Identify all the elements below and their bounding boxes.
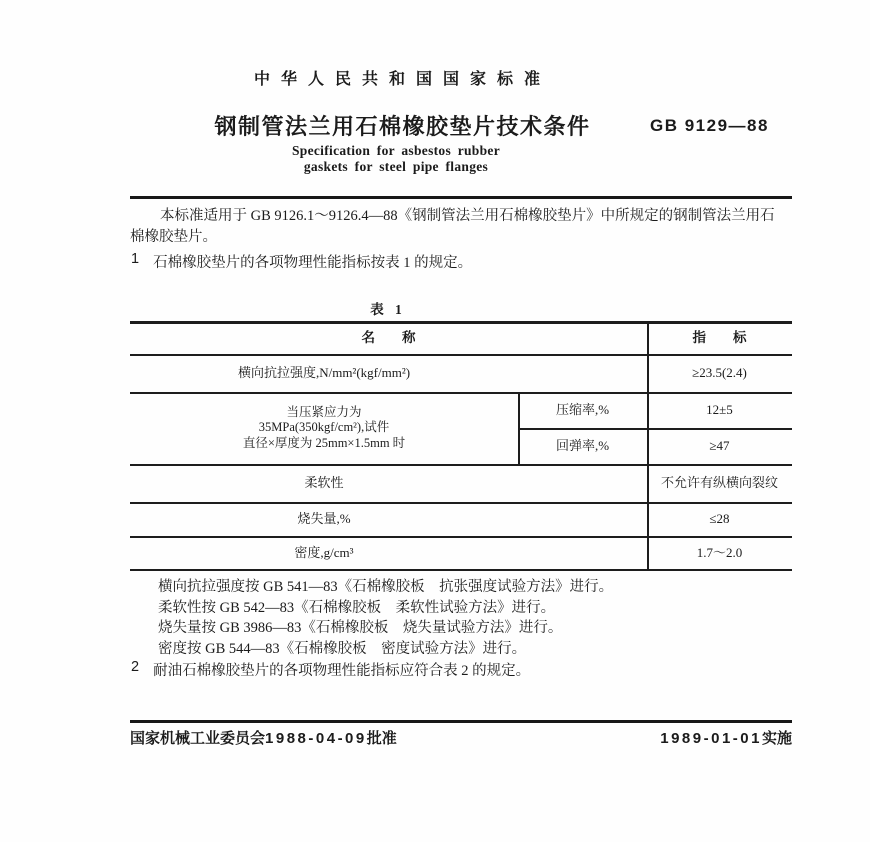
english-title-line-1: Specification for asbestos rubber (291, 143, 501, 158)
clause-2-number: 2 (131, 659, 140, 675)
table-cell-density-value: 1.7～2.0 (696, 544, 743, 560)
table-1-caption: 表 1 (370, 302, 406, 317)
approval-org: 国家机械工业委员会 (130, 730, 266, 747)
approval-date: 1988-04-09 (265, 730, 367, 747)
test-method-density: 密度按 GB 544—83《石棉橡胶板 密度试验方法》进行。 (158, 640, 527, 657)
footer (130, 727, 792, 748)
clause-1-text: 石棉橡胶垫片的各项物理性能指标按表 1 的规定。 (153, 255, 473, 271)
table-header-name: 名 称 (361, 329, 416, 345)
implementation-date: 1989-01-01 (660, 730, 762, 747)
table-cell-softness-value: 不允许有纵横向裂纹 (660, 475, 778, 490)
english-title-line-2: gaskets for steel pipe flanges (303, 159, 489, 174)
test-method-ignition-loss: 烧失量按 GB 3986—83《石棉橡胶板 烧失量试验方法》进行。 (158, 620, 563, 636)
table-cell-rebound-value: ≥47 (709, 438, 730, 453)
condition-line-2: 35MPa(350kgf/cm²),试件 (258, 420, 390, 435)
scope-line-1: 本标准适用于 GB 9126.1～9126.4—88《钢制管法兰用石棉橡胶垫片》中所规定的钢制管法兰用石 (160, 208, 775, 224)
table-cell-softness-name: 柔软性 (304, 475, 344, 490)
footer-rule (130, 720, 792, 723)
table-cell-condition (130, 392, 518, 464)
table-cell-compression-name: 压缩率,% (555, 402, 610, 417)
test-method-softness: 柔软性按 GB 542—83《石棉橡胶板 柔软性试验方法》进行。 (158, 599, 556, 616)
clause-1 (131, 251, 472, 272)
table-1 (130, 321, 792, 571)
clause-2-text: 耐油石棉橡胶垫片的各项物理性能指标应符合表 2 的规定。 (153, 663, 531, 679)
approval-word: 批准 (366, 730, 397, 747)
table-cell-ignition-loss-value: ≤28 (709, 511, 730, 526)
test-method-tensile: 横向抗拉强度按 GB 541—83《石棉橡胶板 抗张强度试验方法》进行。 (158, 579, 614, 595)
national-standard-label: 中华人民共和国国家标准 (253, 71, 551, 88)
implementation-statement (660, 727, 792, 748)
approval-statement (130, 727, 397, 748)
test-methods (158, 577, 613, 659)
clause-1-number: 1 (131, 251, 140, 267)
table-cell-tensile-value: ≥23.5(2.4) (692, 365, 747, 380)
table-cell-compression-value: 12±5 (706, 402, 733, 417)
standard-code: GB 9129—88 (650, 116, 769, 135)
condition-line-3: 直径×厚度为 25mm×1.5mm 时 (242, 435, 406, 450)
table-cell-ignition-loss-name: 烧失量,% (297, 511, 351, 526)
table-header-index: 指 标 (692, 329, 747, 345)
table-cell-tensile-name: 横向抗拉强度,N/mm²(kgf/mm²) (237, 365, 411, 380)
clause-2 (131, 659, 530, 680)
scope-paragraph (130, 206, 792, 248)
document-title: 钢制管法兰用石棉橡胶垫片技术条件 (214, 114, 591, 139)
implementation-word: 实施 (761, 730, 792, 747)
scope-line-2: 棉橡胶垫片。 (130, 229, 217, 245)
table-cell-density-name: 密度,g/cm³ (294, 544, 354, 560)
table-cell-rebound-name: 回弹率,% (555, 438, 610, 453)
header-rule (130, 196, 792, 199)
condition-line-1: 当压紧应力为 (286, 404, 362, 419)
